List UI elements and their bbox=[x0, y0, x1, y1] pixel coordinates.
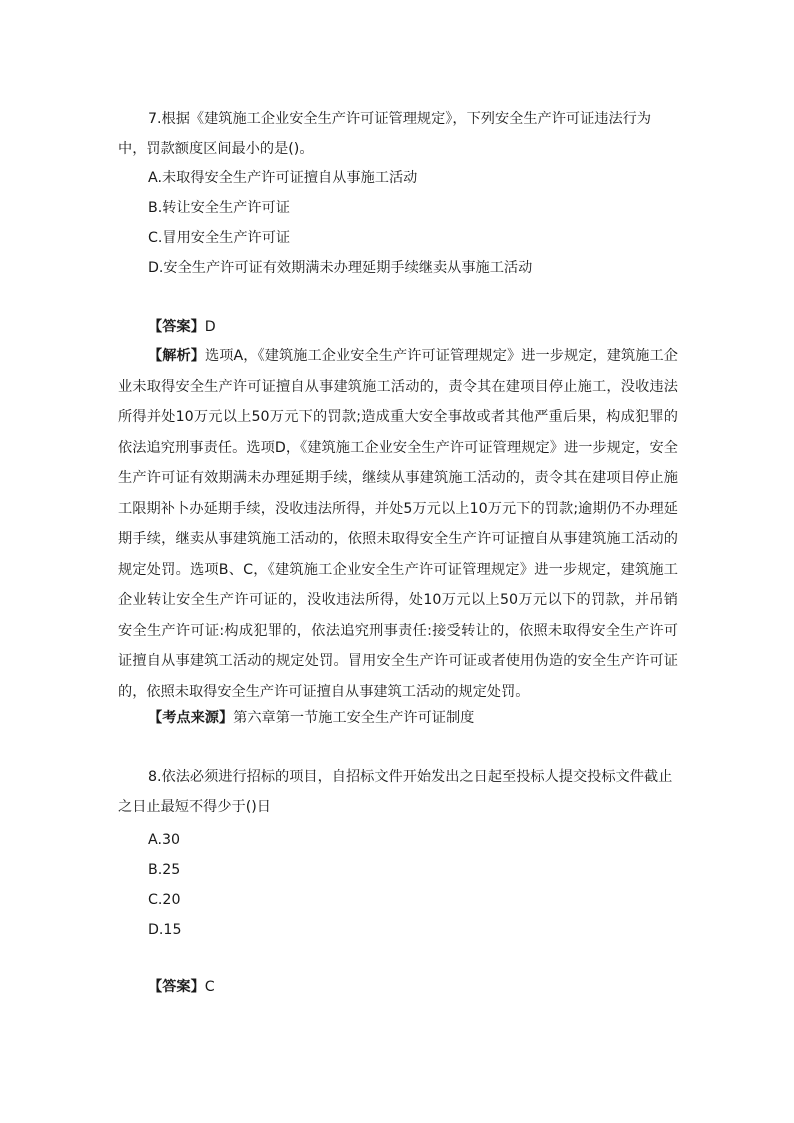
source-label: 【考点来源】 bbox=[148, 710, 234, 726]
analysis-text: 选项A，《建筑施工企业安全生产许可证管理规定》进一步规定，建筑施工企业未取得安全生产许可证擅自从事建筑施工活动的，责令其在建项目停止施工，没收违法所得并处10万元以上50万元下的罚款;造成重大安全事故或者其他严重后果，构成犯罪的依法追究刑事责任。选项D，《建筑施工企业安全生产许可证管理规定》进一步规定，安全生产许可证有效期满未办理延期手续，继续从事建筑施工活动的，责令其在建项目停止施工限期补卜办延期手续，没收违法所得，并处5万元以上10万元下的罚款;逾期仍不办理延期手续，继卖从事建筑施工活动的，依照未取得安全生产许可证擅自从事建筑施工活动的规定处罚。选项B、C，《建筑施工企业安全生产许可证管理规定》进一步规定，建筑施工企业转让安全生产许可证的，没收违法所得，处10万元以上50万元以下的罚款，并吊销安全生产许可证:构成犯罪的，依法追究刑事责任:接受转让的，依照未取得安全生产许可证擅自从事建筑工活动的规定处罚。冒用安全生产许可证或者使用伪造的安全生产许可证的，依照未取得安全生产许可证擅自从事建筑工活动的规定处罚。 bbox=[118, 348, 678, 700]
question-7-option-a: A.未取得安全生产许可证擅自从事施工活动 bbox=[148, 170, 418, 186]
question-7-option-b: B.转让安全生产许可证 bbox=[148, 200, 290, 216]
question-7-option-c: C.冒用安全生产许可证 bbox=[148, 230, 291, 246]
answer-value: C bbox=[204, 979, 215, 995]
question-7-analysis bbox=[118, 341, 678, 707]
question-7-answer bbox=[148, 317, 216, 337]
answer-label: 【答案】 bbox=[148, 979, 205, 995]
question-8-stem: 8.依法必须进行招标的项目，自招标文件开始发出之日起至投标人提交投标文件截止之日止最短不得少于()日 bbox=[118, 769, 673, 815]
question-8-option-a: A.30 bbox=[148, 832, 181, 848]
question-8-option-d: D.15 bbox=[148, 922, 182, 938]
answer-label: 【答案】 bbox=[148, 319, 205, 335]
question-7-stem: 7.根据《建筑施工企业安全生产许可证管理规定》，下列安全生产许可证违法行为中，罚款额度区间最小的是()。 bbox=[118, 111, 652, 157]
question-7-source bbox=[148, 708, 474, 728]
answer-value: D bbox=[204, 319, 216, 335]
question-8-answer bbox=[148, 977, 215, 997]
question-8-option-c: C.20 bbox=[148, 892, 181, 908]
question-8-option-b: B.25 bbox=[148, 862, 181, 878]
source-text: 第六章第一节施工安全生产许可证制度 bbox=[233, 710, 475, 726]
question-7-option-d: D.安全生产许可证有效期满未办理延期手续继卖从事施工活动 bbox=[148, 260, 533, 276]
analysis-label: 【解析】 bbox=[148, 348, 206, 364]
